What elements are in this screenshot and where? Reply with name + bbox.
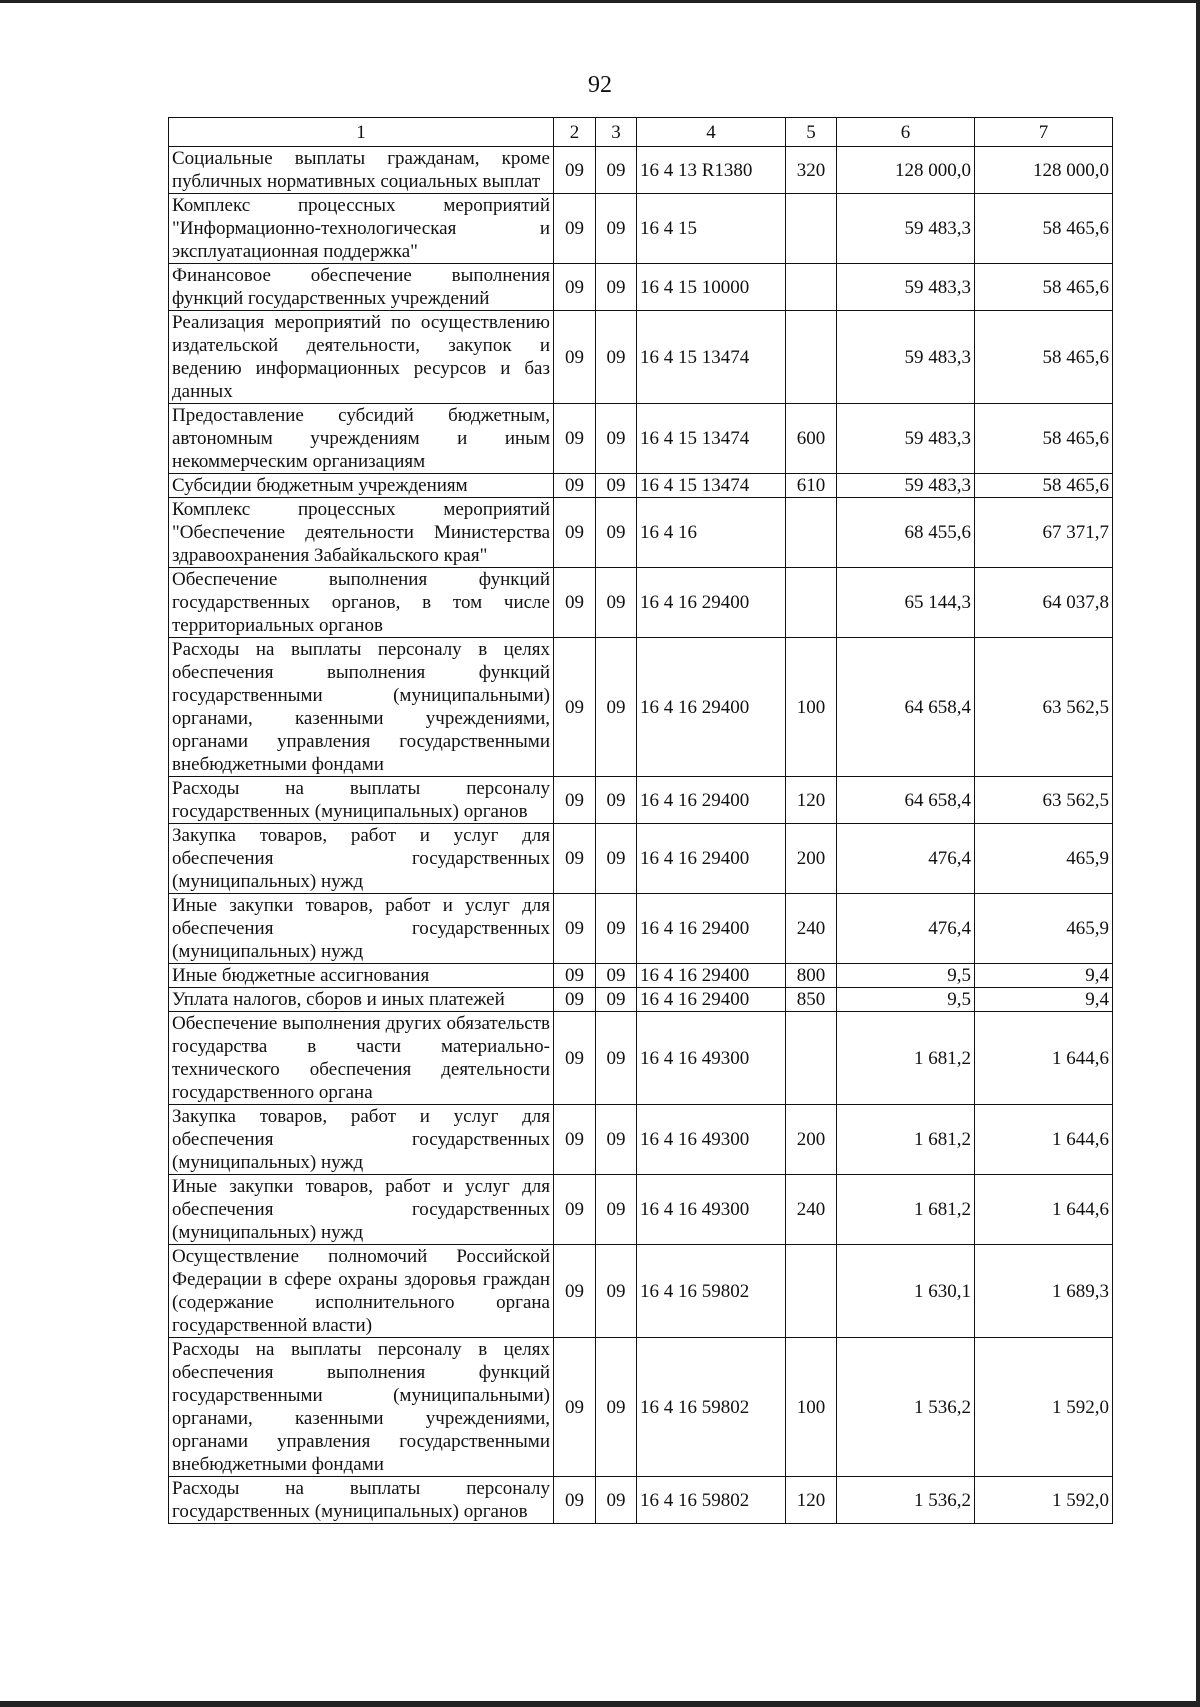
expense-type-cell: 200 [786, 824, 837, 894]
section-cell: 09 [554, 638, 596, 777]
target-article-cell: 16 4 16 59802 [637, 1477, 786, 1524]
expense-type-cell: 600 [786, 404, 837, 474]
amount-year-2-cell: 58 465,6 [975, 194, 1113, 264]
row-name-cell: Иные закупки товаров, работ и услуг для обеспечения государственных (муниципальных) нужд [169, 894, 554, 964]
table-row [169, 147, 1113, 194]
amount-year-1-cell: 65 144,3 [837, 568, 975, 638]
row-name-cell: Субсидии бюджетным учреждениям [169, 474, 554, 498]
row-name-cell: Расходы на выплаты персоналу в целях обеспечения выполнения функций государственными (муниципальными) органами, казенными учреждениями, органами управления государственными внебюджетными фондами [169, 638, 554, 777]
target-article-cell: 16 4 16 29400 [637, 568, 786, 638]
section-cell: 09 [554, 1105, 596, 1175]
target-article-cell: 16 4 16 49300 [637, 1012, 786, 1105]
target-article-cell: 16 4 13 R1380 [637, 147, 786, 194]
expense-type-cell: 240 [786, 894, 837, 964]
expense-type-cell: 120 [786, 1477, 837, 1524]
section-cell: 09 [554, 1338, 596, 1477]
section-cell: 09 [554, 311, 596, 404]
subsection-cell: 09 [596, 568, 637, 638]
amount-year-2-cell: 9,4 [975, 988, 1113, 1012]
target-article-cell: 16 4 16 29400 [637, 964, 786, 988]
subsection-cell: 09 [596, 264, 637, 311]
amount-year-1-cell: 1 630,1 [837, 1245, 975, 1338]
amount-year-1-cell: 476,4 [837, 894, 975, 964]
section-cell: 09 [554, 404, 596, 474]
amount-year-1-cell: 59 483,3 [837, 194, 975, 264]
table-row [169, 404, 1113, 474]
table-row [169, 988, 1113, 1012]
section-cell: 09 [554, 498, 596, 568]
table-row [169, 1477, 1113, 1524]
expense-type-cell: 320 [786, 147, 837, 194]
amount-year-1-cell: 59 483,3 [837, 311, 975, 404]
subsection-cell: 09 [596, 498, 637, 568]
scan-edge-bottom [0, 1701, 1200, 1707]
target-article-cell: 16 4 15 13474 [637, 311, 786, 404]
expense-type-cell: 800 [786, 964, 837, 988]
row-name-cell: Иные бюджетные ассигнования [169, 964, 554, 988]
table-row [169, 1338, 1113, 1477]
column-header: 5 [786, 118, 837, 147]
amount-year-1-cell: 1 681,2 [837, 1012, 975, 1105]
target-article-cell: 16 4 15 13474 [637, 474, 786, 498]
section-cell: 09 [554, 147, 596, 194]
amount-year-2-cell: 63 562,5 [975, 638, 1113, 777]
amount-year-1-cell: 59 483,3 [837, 404, 975, 474]
subsection-cell: 09 [596, 194, 637, 264]
expense-type-cell: 850 [786, 988, 837, 1012]
section-cell: 09 [554, 1245, 596, 1338]
target-article-cell: 16 4 16 49300 [637, 1105, 786, 1175]
target-article-cell: 16 4 15 [637, 194, 786, 264]
expense-type-cell: 100 [786, 638, 837, 777]
subsection-cell: 09 [596, 1338, 637, 1477]
row-name-cell: Уплата налогов, сборов и иных платежей [169, 988, 554, 1012]
row-name-cell: Комплекс процессных мероприятий "Обеспечение деятельности Министерства здравоохранения Забайкальского края" [169, 498, 554, 568]
row-name-cell: Предоставление субсидий бюджетным, автономным учреждениям и иным некоммерческим организациям [169, 404, 554, 474]
section-cell: 09 [554, 1477, 596, 1524]
subsection-cell: 09 [596, 1012, 637, 1105]
subsection-cell: 09 [596, 824, 637, 894]
section-cell: 09 [554, 964, 596, 988]
amount-year-1-cell: 1 536,2 [837, 1338, 975, 1477]
target-article-cell: 16 4 16 29400 [637, 824, 786, 894]
target-article-cell: 16 4 16 29400 [637, 777, 786, 824]
target-article-cell: 16 4 16 29400 [637, 894, 786, 964]
amount-year-1-cell: 1 681,2 [837, 1105, 975, 1175]
expense-type-cell [786, 1245, 837, 1338]
expense-type-cell: 200 [786, 1105, 837, 1175]
subsection-cell: 09 [596, 147, 637, 194]
target-article-cell: 16 4 16 49300 [637, 1175, 786, 1245]
section-cell: 09 [554, 474, 596, 498]
amount-year-1-cell: 59 483,3 [837, 264, 975, 311]
row-name-cell: Комплекс процессных мероприятий "Информационно-технологическая и эксплуатационная поддержка" [169, 194, 554, 264]
section-cell: 09 [554, 988, 596, 1012]
expense-type-cell [786, 498, 837, 568]
subsection-cell: 09 [596, 894, 637, 964]
scan-edge-right [1196, 0, 1200, 1707]
target-article-cell: 16 4 16 [637, 498, 786, 568]
amount-year-1-cell: 59 483,3 [837, 474, 975, 498]
row-name-cell: Обеспечение выполнения функций государственных органов, в том числе территориальных органов [169, 568, 554, 638]
column-header: 3 [596, 118, 637, 147]
target-article-cell: 16 4 16 59802 [637, 1245, 786, 1338]
amount-year-2-cell: 1 592,0 [975, 1338, 1113, 1477]
row-name-cell: Закупка товаров, работ и услуг для обеспечения государственных (муниципальных) нужд [169, 824, 554, 894]
subsection-cell: 09 [596, 988, 637, 1012]
amount-year-2-cell: 128 000,0 [975, 147, 1113, 194]
amount-year-1-cell: 9,5 [837, 964, 975, 988]
expense-type-cell: 610 [786, 474, 837, 498]
budget-table [168, 117, 1113, 1524]
table-row [169, 264, 1113, 311]
column-header: 4 [637, 118, 786, 147]
section-cell: 09 [554, 1012, 596, 1105]
amount-year-2-cell: 63 562,5 [975, 777, 1113, 824]
amount-year-1-cell: 64 658,4 [837, 777, 975, 824]
section-cell: 09 [554, 824, 596, 894]
amount-year-2-cell: 64 037,8 [975, 568, 1113, 638]
amount-year-2-cell: 465,9 [975, 894, 1113, 964]
amount-year-1-cell: 128 000,0 [837, 147, 975, 194]
amount-year-2-cell: 58 465,6 [975, 404, 1113, 474]
expense-type-cell: 100 [786, 1338, 837, 1477]
table-row [169, 1012, 1113, 1105]
expense-type-cell [786, 194, 837, 264]
expense-type-cell: 120 [786, 777, 837, 824]
amount-year-2-cell: 58 465,6 [975, 311, 1113, 404]
amount-year-1-cell: 1 536,2 [837, 1477, 975, 1524]
subsection-cell: 09 [596, 311, 637, 404]
subsection-cell: 09 [596, 777, 637, 824]
amount-year-2-cell: 9,4 [975, 964, 1113, 988]
amount-year-2-cell: 1 689,3 [975, 1245, 1113, 1338]
page-number: 92 [588, 72, 612, 98]
table-row [169, 638, 1113, 777]
section-cell: 09 [554, 568, 596, 638]
amount-year-2-cell: 465,9 [975, 824, 1113, 894]
amount-year-1-cell: 64 658,4 [837, 638, 975, 777]
subsection-cell: 09 [596, 1175, 637, 1245]
column-header: 6 [837, 118, 975, 147]
section-cell: 09 [554, 894, 596, 964]
column-header: 1 [169, 118, 554, 147]
expense-type-cell: 240 [786, 1175, 837, 1245]
row-name-cell: Реализация мероприятий по осуществлению издательской деятельности, закупок и ведению информационных ресурсов и баз данных [169, 311, 554, 404]
row-name-cell: Закупка товаров, работ и услуг для обеспечения государственных (муниципальных) нужд [169, 1105, 554, 1175]
amount-year-1-cell: 9,5 [837, 988, 975, 1012]
table-row [169, 824, 1113, 894]
row-name-cell: Финансовое обеспечение выполнения функций государственных учреждений [169, 264, 554, 311]
section-cell: 09 [554, 777, 596, 824]
amount-year-2-cell: 1 644,6 [975, 1012, 1113, 1105]
subsection-cell: 09 [596, 474, 637, 498]
table-row [169, 964, 1113, 988]
table-row [169, 194, 1113, 264]
subsection-cell: 09 [596, 1105, 637, 1175]
table-row [169, 498, 1113, 568]
amount-year-2-cell: 58 465,6 [975, 264, 1113, 311]
row-name-cell: Иные закупки товаров, работ и услуг для обеспечения государственных (муниципальных) нужд [169, 1175, 554, 1245]
column-header: 7 [975, 118, 1113, 147]
section-cell: 09 [554, 264, 596, 311]
target-article-cell: 16 4 16 29400 [637, 988, 786, 1012]
subsection-cell: 09 [596, 1245, 637, 1338]
table-row [169, 1175, 1113, 1245]
row-name-cell: Обеспечение выполнения других обязательств государства в части материально-технического обеспечения деятельности государственного органа [169, 1012, 554, 1105]
subsection-cell: 09 [596, 638, 637, 777]
table-row [169, 1105, 1113, 1175]
subsection-cell: 09 [596, 404, 637, 474]
row-name-cell: Расходы на выплаты персоналу государственных (муниципальных) органов [169, 777, 554, 824]
row-name-cell: Расходы на выплаты персоналу государственных (муниципальных) органов [169, 1477, 554, 1524]
table-row [169, 894, 1113, 964]
target-article-cell: 16 4 16 29400 [637, 638, 786, 777]
row-name-cell: Социальные выплаты гражданам, кроме публичных нормативных социальных выплат [169, 147, 554, 194]
amount-year-2-cell: 58 465,6 [975, 474, 1113, 498]
target-article-cell: 16 4 16 59802 [637, 1338, 786, 1477]
section-cell: 09 [554, 1175, 596, 1245]
subsection-cell: 09 [596, 1477, 637, 1524]
expense-type-cell [786, 264, 837, 311]
target-article-cell: 16 4 15 10000 [637, 264, 786, 311]
table-row [169, 777, 1113, 824]
subsection-cell: 09 [596, 964, 637, 988]
amount-year-2-cell: 1 644,6 [975, 1105, 1113, 1175]
amount-year-1-cell: 476,4 [837, 824, 975, 894]
column-header: 2 [554, 118, 596, 147]
amount-year-2-cell: 1 644,6 [975, 1175, 1113, 1245]
table-header-row [169, 118, 1113, 147]
expense-type-cell [786, 1012, 837, 1105]
amount-year-2-cell: 67 371,7 [975, 498, 1113, 568]
table-row [169, 474, 1113, 498]
section-cell: 09 [554, 194, 596, 264]
scan-edge-top [0, 0, 1200, 3]
amount-year-1-cell: 68 455,6 [837, 498, 975, 568]
table-row [169, 311, 1113, 404]
target-article-cell: 16 4 15 13474 [637, 404, 786, 474]
amount-year-1-cell: 1 681,2 [837, 1175, 975, 1245]
row-name-cell: Осуществление полномочий Российской Федерации в сфере охраны здоровья граждан (содержание исполнительного органа государственной власти) [169, 1245, 554, 1338]
amount-year-2-cell: 1 592,0 [975, 1477, 1113, 1524]
table-row [169, 1245, 1113, 1338]
expense-type-cell [786, 311, 837, 404]
table-row [169, 568, 1113, 638]
expense-type-cell [786, 568, 837, 638]
row-name-cell: Расходы на выплаты персоналу в целях обеспечения выполнения функций государственными (муниципальными) органами, казенными учреждениями, органами управления государственными внебюджетными фондами [169, 1338, 554, 1477]
